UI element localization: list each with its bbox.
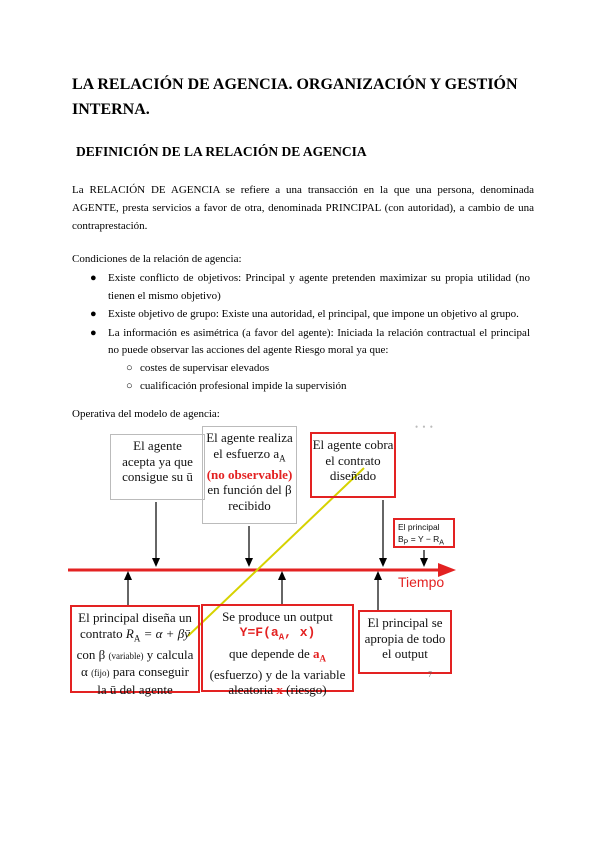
subscript: A bbox=[133, 633, 141, 644]
box-text: diseñado bbox=[329, 468, 377, 483]
box-agent-accepts bbox=[110, 434, 205, 500]
operativa-heading: Operativa del modelo de agencia: bbox=[72, 408, 220, 420]
box-text bbox=[203, 682, 352, 698]
circle-bullet-icon: ○ bbox=[126, 379, 133, 392]
subscript: A bbox=[439, 538, 445, 547]
box-text: Se produce un output bbox=[222, 609, 333, 624]
box-text: en función del β bbox=[207, 482, 292, 498]
box-principal-appropriates bbox=[358, 610, 452, 674]
box-text-part: α bbox=[81, 664, 92, 680]
box-text-part: Y=F(a bbox=[239, 624, 279, 640]
box-text: apropia de todo bbox=[364, 630, 446, 646]
subscript: A bbox=[319, 653, 327, 664]
formula-part: R bbox=[125, 625, 134, 641]
decorative-dots: • • • bbox=[415, 422, 434, 432]
box-output bbox=[201, 604, 354, 698]
arrowhead-icon bbox=[152, 558, 160, 567]
list-item bbox=[90, 325, 530, 360]
sub-list-item bbox=[90, 378, 530, 396]
box-text bbox=[72, 664, 198, 682]
box-text bbox=[72, 626, 198, 647]
list-item bbox=[90, 306, 530, 324]
box-text: recibido bbox=[228, 497, 271, 513]
box-text-part: = Y − R bbox=[408, 534, 440, 544]
box-text bbox=[203, 446, 296, 467]
box-text: El principal diseña un bbox=[78, 610, 192, 625]
arrowhead-icon bbox=[278, 571, 286, 580]
arrowhead-icon bbox=[374, 571, 382, 580]
page-title: LA RELACIÓN DE AGENCIA. ORGANIZACIÓN Y GESTIÓN INTERNA. bbox=[72, 76, 518, 118]
subscript: P bbox=[403, 538, 409, 547]
circle-bullet-icon: ○ bbox=[126, 361, 133, 374]
box-text: El agente bbox=[133, 438, 182, 453]
conditions-heading: Condiciones de la relación de agencia: bbox=[72, 253, 242, 265]
box-text bbox=[398, 533, 450, 549]
box-text: (esfuerzo) y de la variable bbox=[209, 666, 346, 682]
box-text: El principal se bbox=[367, 615, 443, 630]
box-text: la ū del agente bbox=[97, 681, 173, 697]
conditions-list bbox=[90, 270, 530, 395]
section-heading: DEFINICIÓN DE LA RELACIÓN DE AGENCIA bbox=[76, 144, 367, 159]
box-text-highlight: a bbox=[313, 645, 320, 661]
output-formula bbox=[203, 625, 352, 646]
bullet-icon: ● bbox=[90, 326, 97, 339]
box-text-part: aleatoria bbox=[228, 682, 277, 698]
box-text-part: , x) bbox=[284, 624, 316, 640]
box-text bbox=[203, 646, 352, 667]
arrowhead-icon bbox=[124, 571, 132, 580]
box-principal-profit bbox=[393, 518, 455, 548]
box-text: acepta ya que bbox=[122, 453, 193, 469]
box-principal-designs bbox=[70, 605, 200, 697]
box-agent-effort bbox=[202, 426, 297, 524]
list-item bbox=[90, 270, 530, 305]
box-text: el contrato bbox=[325, 452, 381, 468]
box-text: El agente realiza bbox=[206, 430, 293, 445]
page-number: 7 bbox=[428, 670, 432, 679]
box-text-highlight: (no observable) bbox=[206, 466, 293, 482]
bullet-icon: ● bbox=[90, 272, 97, 284]
formula-part: = α + βȳ bbox=[140, 625, 190, 641]
box-text-part: que depende de bbox=[228, 645, 314, 661]
list-item-text: Existe conflicto de objetivos: Principal y agente pretenden maximizar su propia utilidad (no tienen el mismo objetivo) bbox=[108, 272, 530, 302]
box-text-part: B bbox=[398, 534, 404, 544]
box-text: El agente cobra bbox=[312, 437, 394, 452]
definition-paragraph: La RELACIÓN DE AGENCIA se refiere a una transacción en la que una persona, denominada AGENTE, presta servicios a favor de otra, denominada PRINCIPAL (con autoridad), a cambio de una contraprestación. bbox=[72, 184, 534, 232]
timeline-label: Tiempo bbox=[398, 574, 445, 590]
box-text: consigue su ū bbox=[122, 469, 193, 484]
box-text: El principal bbox=[398, 522, 440, 532]
box-agent-paid bbox=[310, 432, 396, 498]
box-text bbox=[72, 647, 198, 665]
box-text-small: (variable) bbox=[108, 650, 144, 661]
list-item-text: La información es asimétrica (a favor del agente): Iniciada la relación contractual el principal no puede observar las acciones del agente Riesgo moral ya que: bbox=[108, 326, 530, 357]
box-text-part: el esfuerzo a bbox=[213, 445, 280, 461]
box-text-part: para conseguir bbox=[109, 664, 189, 680]
box-text-part: con β bbox=[76, 646, 109, 662]
sub-list-item bbox=[90, 360, 530, 378]
subscript: A bbox=[278, 632, 285, 643]
subscript: A bbox=[279, 453, 286, 464]
arrowhead-icon bbox=[245, 558, 253, 567]
box-text: el output bbox=[382, 646, 428, 661]
bullet-icon: ● bbox=[90, 308, 97, 321]
sub-list-item-text: costes de supervisar elevados bbox=[140, 361, 270, 374]
box-text-part: (riesgo) bbox=[282, 682, 327, 698]
list-item-text: Existe objetivo de grupo: Existe una autoridad, el principal, que impone un objetivo al grupo. bbox=[108, 308, 519, 321]
arrowhead-icon bbox=[420, 558, 428, 567]
box-text-part: contrato bbox=[80, 625, 126, 641]
box-text-highlight: x bbox=[276, 682, 283, 698]
box-text-part: y calcula bbox=[143, 646, 194, 662]
sub-list-item-text: cualificación profesional impide la supervisión bbox=[140, 379, 347, 392]
agency-model-diagram bbox=[68, 424, 460, 698]
arrowhead-icon bbox=[379, 558, 387, 567]
box-text-small: (fijo) bbox=[91, 668, 110, 679]
